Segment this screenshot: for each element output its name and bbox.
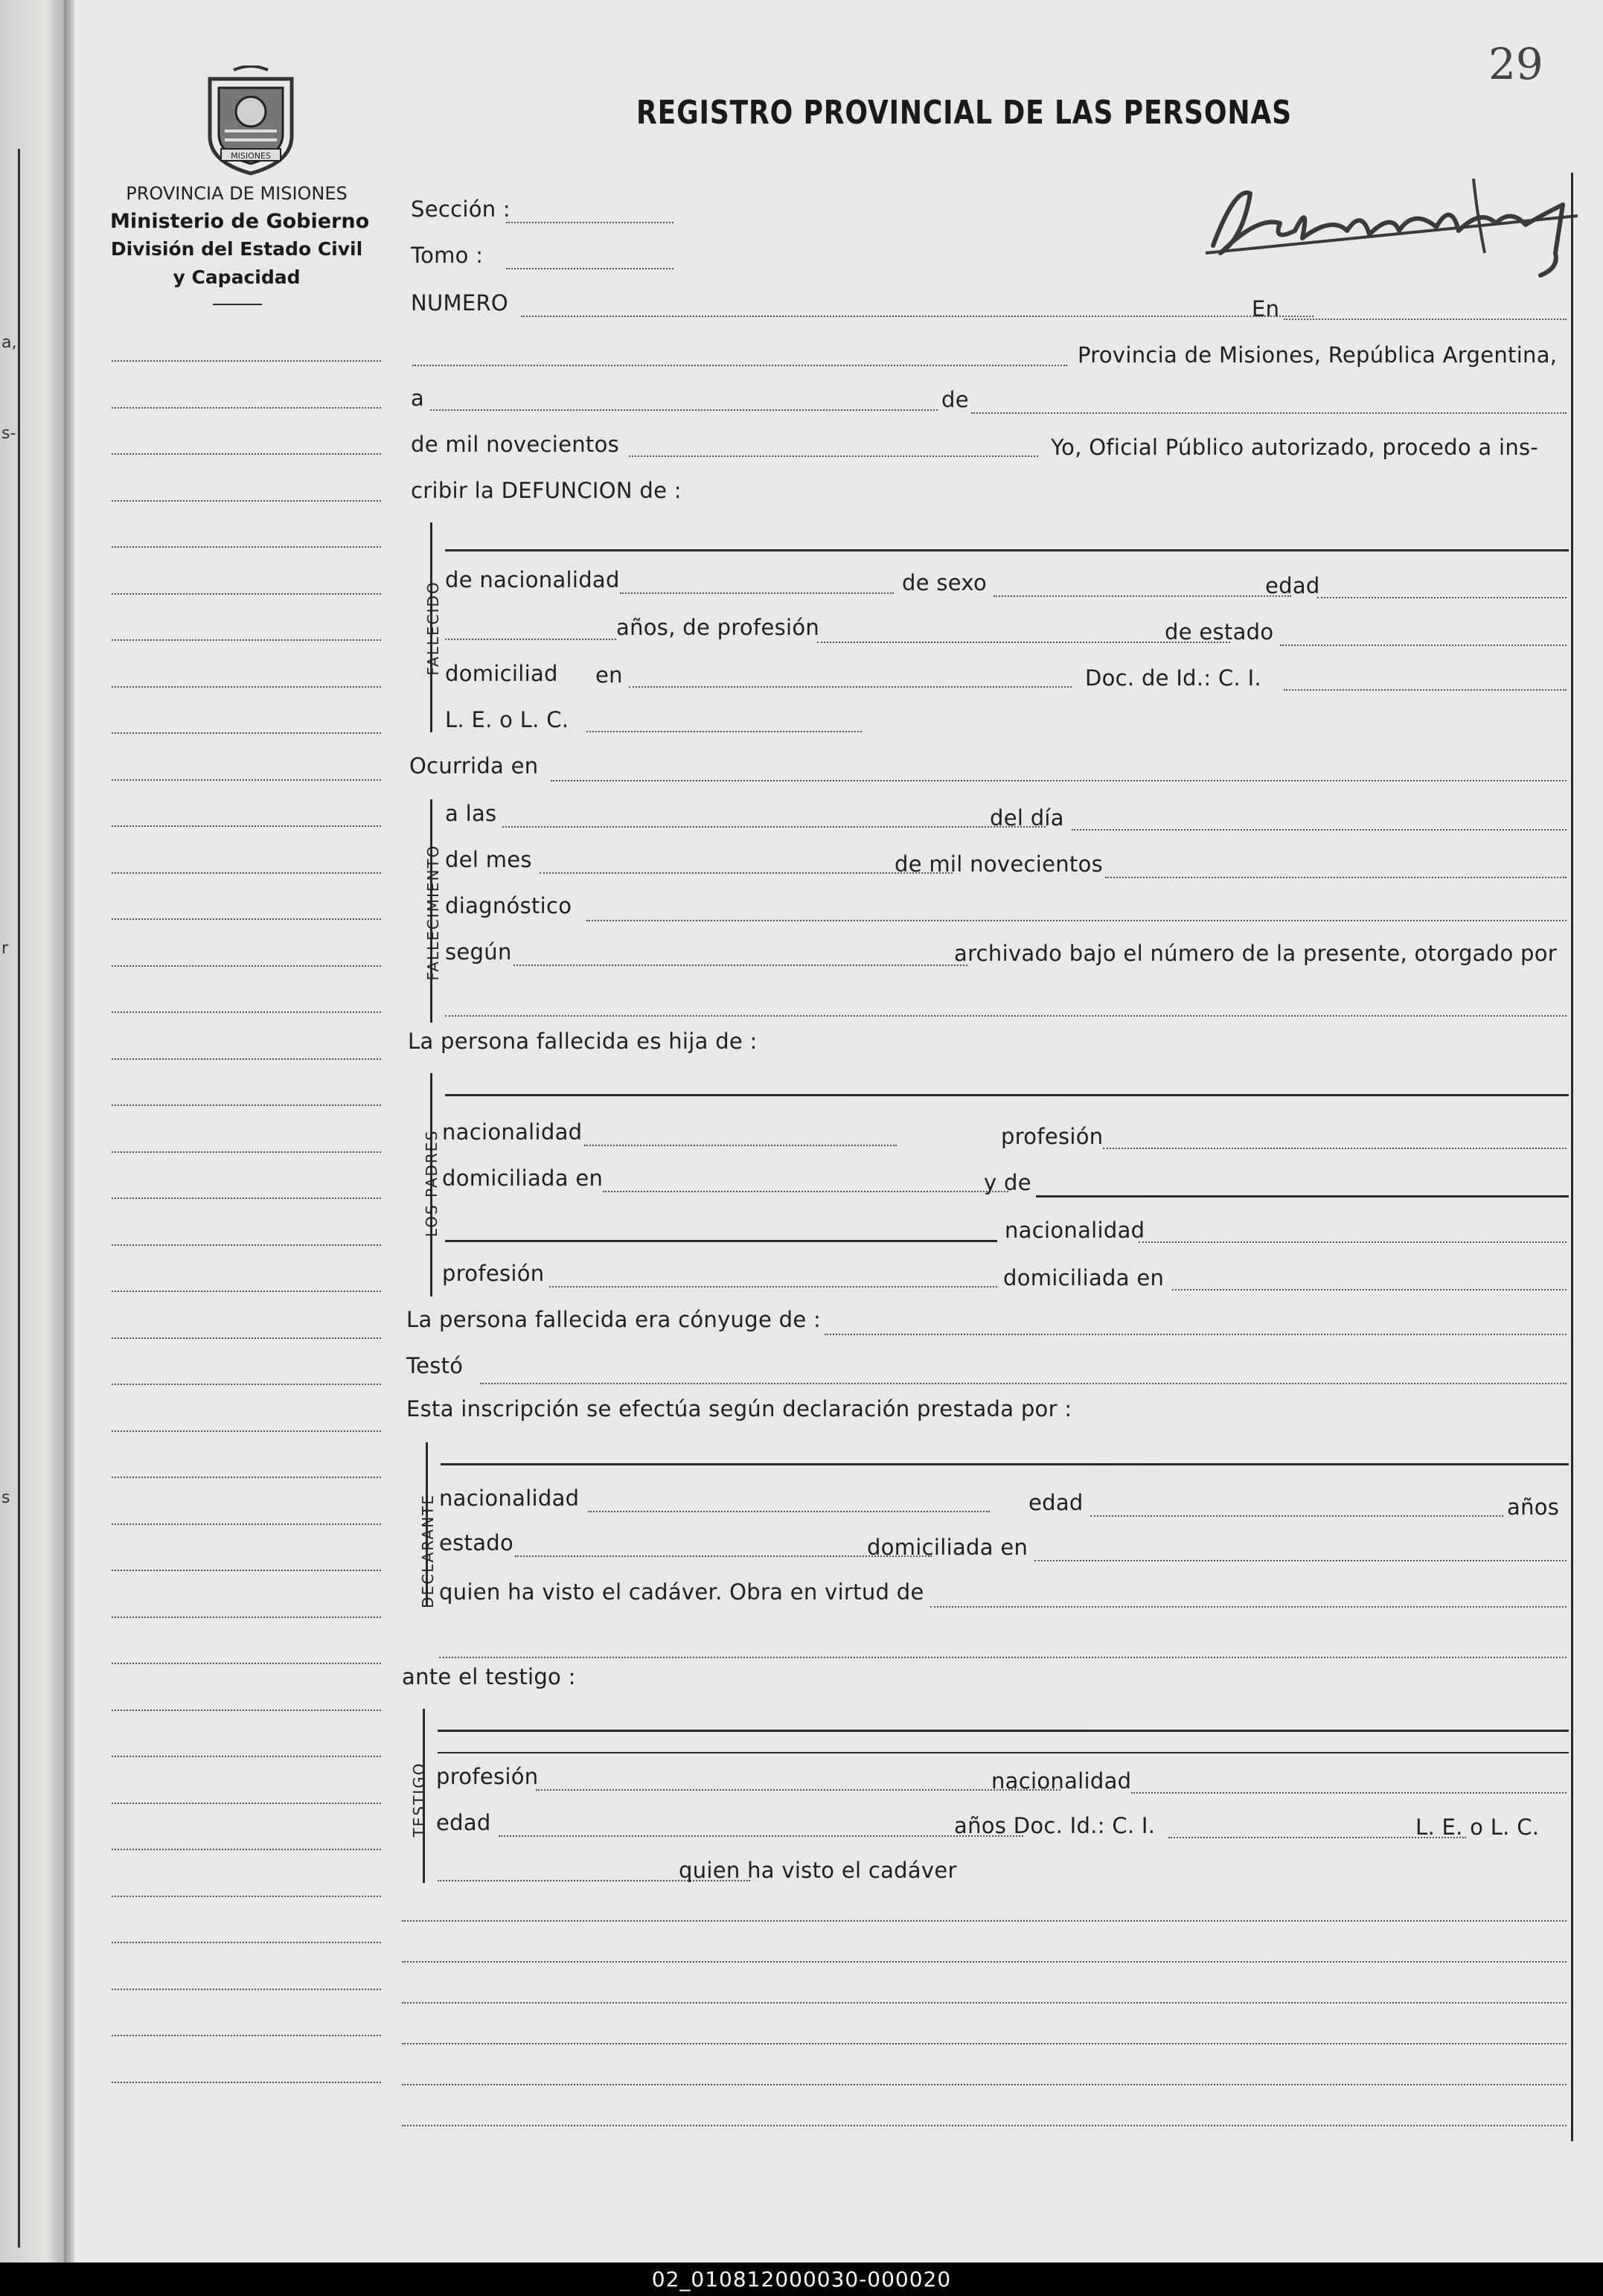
margin-note-line[interactable] <box>112 500 381 502</box>
margin-note-line[interactable] <box>112 1477 381 1478</box>
label-d-anos: años <box>1507 1494 1560 1520</box>
notes-line[interactable] <box>402 2125 1567 2126</box>
label-d-visto: quien ha visto el cadáver. Obra en virtud de <box>439 1579 924 1605</box>
field-le-lc[interactable] <box>586 731 862 732</box>
label-doc-id: Doc. de Id.: C. I. <box>1085 665 1261 691</box>
margin-note-line[interactable] <box>112 1291 381 1292</box>
notes-line[interactable] <box>402 2002 1567 2004</box>
official-signature <box>1191 171 1603 283</box>
label-t-nacionalidad: nacionalidad <box>991 1768 1132 1794</box>
provincial-seal-icon <box>195 65 307 177</box>
field-anio-fallecimiento[interactable] <box>1105 877 1567 878</box>
field-lugar-fallecimiento[interactable] <box>551 780 1567 781</box>
margin-note-line[interactable] <box>112 1151 381 1153</box>
margin-note-line[interactable] <box>112 639 381 641</box>
margin-note-line[interactable] <box>112 1756 381 1757</box>
label-de-sexo: de sexo <box>902 570 988 595</box>
field-sexo[interactable] <box>994 595 1291 597</box>
label-de-mil-novecientos: de mil novecientos <box>895 851 1104 877</box>
margin-note-line[interactable] <box>112 1337 381 1339</box>
margin-note-line[interactable] <box>112 1197 381 1199</box>
field-edad[interactable] <box>1317 597 1567 598</box>
label-del-dia: del día <box>990 805 1064 831</box>
field-segun[interactable] <box>513 965 967 966</box>
margin-note-line[interactable] <box>112 1942 381 1943</box>
label-a: a <box>411 386 425 411</box>
margin-note-line[interactable] <box>112 1663 381 1664</box>
margin-note-line[interactable] <box>112 360 381 362</box>
label-d-domiciliada: domiciliada en <box>867 1535 1028 1560</box>
margin-note-line[interactable] <box>112 825 381 827</box>
previous-page-edge <box>0 0 67 2263</box>
margin-note-line[interactable] <box>112 2035 381 2036</box>
margin-note-line[interactable] <box>112 872 381 874</box>
field-profesion-padre[interactable] <box>1103 1148 1567 1149</box>
field-estado[interactable] <box>1280 645 1567 646</box>
field-conyuge[interactable] <box>825 1334 1567 1335</box>
field-nombre-testigo[interactable] <box>438 1730 1569 1732</box>
margin-note-line[interactable] <box>112 2082 381 2083</box>
label-t-visto: quien ha visto el cadáver <box>679 1858 957 1883</box>
field-de[interactable] <box>971 412 1567 414</box>
label-ocurrida-en: Ocurrida en <box>409 753 539 778</box>
field-otorgado-por[interactable] <box>445 1015 1567 1017</box>
form-page <box>74 0 1603 2263</box>
field-nacionalidad-madre[interactable] <box>1139 1241 1567 1243</box>
field-a[interactable] <box>430 409 938 411</box>
field-domicilio[interactable] <box>629 686 1072 688</box>
previous-page-fragment: s <box>1 1488 10 1507</box>
label-d-edad: edad <box>1028 1490 1084 1515</box>
margin-note-line[interactable] <box>112 1244 381 1246</box>
field-d-virtud-cont[interactable] <box>439 1657 1567 1658</box>
margin-note-line[interactable] <box>112 1384 381 1385</box>
field-tomo[interactable] <box>506 268 673 269</box>
label-anos-profesion: años, de profesión <box>616 615 820 640</box>
label-inscripcion: Esta inscripción se efectúa según declaración prestada por : <box>406 1396 1072 1422</box>
margin-note-line[interactable] <box>112 1710 381 1711</box>
notes-line[interactable] <box>402 2043 1567 2044</box>
label-seccion: Sección : <box>411 196 511 222</box>
label-hija-de: La persona fallecida es hija de : <box>408 1029 758 1054</box>
margin-note-line[interactable] <box>112 1104 381 1106</box>
label-t-profesion: profesión <box>436 1764 539 1789</box>
previous-page-fragment: a, <box>1 333 17 352</box>
label-en-domicilio: en <box>595 662 623 688</box>
org-ministry: Ministerio de Gobierno <box>110 210 370 233</box>
margin-note-line[interactable] <box>112 779 381 781</box>
label-d-nacionalidad: nacionalidad <box>439 1486 580 1511</box>
label-t-le-lc: L. E. o L. C. <box>1415 1814 1540 1840</box>
margin-note-line[interactable] <box>112 732 381 734</box>
notes-line[interactable] <box>402 2084 1567 2085</box>
label-de-estado: de estado <box>1165 619 1274 645</box>
field-nombre-fallecido[interactable] <box>445 549 1569 551</box>
field-domicilio-padre[interactable] <box>603 1191 1008 1192</box>
margin-note-line[interactable] <box>112 1803 381 1804</box>
margin-note-line[interactable] <box>112 918 381 920</box>
label-edad: edad <box>1265 573 1320 598</box>
margin-note-line[interactable] <box>112 546 381 548</box>
margin-note-line[interactable] <box>112 1849 381 1850</box>
label-del-mes: del mes <box>445 847 532 872</box>
field-nombre-madre[interactable] <box>1036 1195 1569 1197</box>
field-ci[interactable] <box>1284 689 1567 691</box>
field-nombre-declarante[interactable] <box>441 1463 1569 1465</box>
margin-note-line[interactable] <box>112 453 381 455</box>
label-domiciliad: domiciliad <box>445 661 558 686</box>
field-nombre-madre-cont[interactable] <box>445 1240 997 1242</box>
label-fallecimiento: FALLECIMIENTO <box>424 844 442 981</box>
label-nacionalidad-madre: nacionalidad <box>1005 1218 1145 1243</box>
field-d-domicilio[interactable] <box>1034 1560 1567 1561</box>
margin-note-line[interactable] <box>112 1430 381 1432</box>
field-seccion[interactable] <box>506 222 673 223</box>
label-en: En <box>1252 296 1280 322</box>
field-numero[interactable] <box>521 316 1314 317</box>
margin-note-line[interactable] <box>112 1570 381 1571</box>
field-domicilio-madre[interactable] <box>1172 1289 1567 1291</box>
label-a-las: a las <box>445 801 497 826</box>
field-d-nacionalidad[interactable] <box>588 1511 990 1512</box>
label-tomo: Tomo : <box>411 243 484 268</box>
label-de-mil: de mil novecientos <box>411 432 620 457</box>
margin-note-line[interactable] <box>112 407 381 409</box>
field-t-profesion[interactable] <box>536 1789 1060 1791</box>
notes-line[interactable] <box>402 1920 1567 1922</box>
previous-page-fragment: r <box>1 939 9 958</box>
label-cribir: cribir la DEFUNCION de : <box>411 478 682 503</box>
label-t-edad: edad <box>436 1810 491 1835</box>
label-provincia: Provincia de Misiones, República Argentina, <box>1078 342 1558 368</box>
field-mes[interactable] <box>540 872 953 874</box>
org-underline <box>213 304 262 305</box>
label-de: de <box>941 387 969 412</box>
label-domiciliada-en-madre: domiciliada en <box>1003 1265 1165 1291</box>
field-testo[interactable] <box>480 1383 1567 1384</box>
margin-note-line[interactable] <box>112 1989 381 1990</box>
book-gutter <box>64 0 74 2263</box>
margin-note-line[interactable] <box>112 593 381 595</box>
label-numero: NUMERO <box>411 290 509 316</box>
field-anio[interactable] <box>629 455 1038 457</box>
label-y-de: y de <box>984 1170 1031 1195</box>
field-nacionalidad-padre[interactable] <box>584 1145 897 1146</box>
field-d-virtud[interactable] <box>930 1606 1567 1608</box>
label-testigo: TESTIGO <box>410 1762 428 1838</box>
document-title: REGISTRO PROVINCIAL DE LAS PERSONAS <box>636 94 1292 132</box>
label-fallecido: FALLECIDO <box>424 581 442 676</box>
margin-note-line[interactable] <box>112 1617 381 1618</box>
margin-note-line[interactable] <box>112 965 381 967</box>
right-margin-rule <box>1571 173 1573 2141</box>
field-nombre-padre[interactable] <box>445 1094 1569 1096</box>
field-profesion-madre[interactable] <box>549 1286 997 1288</box>
label-d-estado: estado <box>439 1530 514 1555</box>
field-nombre-testigo-rule <box>438 1752 1569 1753</box>
label-diagnostico: diagnóstico <box>445 893 572 918</box>
margin-note-line[interactable] <box>112 686 381 688</box>
field-en[interactable] <box>1284 319 1567 320</box>
label-conyuge: La persona fallecida era cónyuge de : <box>406 1307 822 1332</box>
previous-page-rule <box>18 149 20 2248</box>
notes-line[interactable] <box>402 1961 1567 1963</box>
label-archivado: archivado bajo el número de la presente, otorgado por <box>954 941 1557 966</box>
org-province: PROVINCIA DE MISIONES <box>126 183 348 204</box>
label-domiciliada-en-padre: domiciliada en <box>442 1165 604 1191</box>
margin-note-line[interactable] <box>112 1523 381 1525</box>
org-capacity: y Capacidad <box>173 266 301 288</box>
label-los-padres: LOS PADRES <box>423 1129 441 1238</box>
field-edad-anos[interactable] <box>445 639 616 640</box>
label-segun: según <box>445 939 512 965</box>
org-division: División del Estado Civil <box>110 238 363 260</box>
field-dia[interactable] <box>1072 829 1567 831</box>
margin-note-line[interactable] <box>112 1896 381 1897</box>
page-number: 29 <box>1488 39 1543 89</box>
label-de-nacionalidad: de nacionalidad <box>445 567 620 592</box>
field-t-edad[interactable] <box>499 1835 1023 1837</box>
footer-image-id: 02_010812000030-000020 <box>651 2267 952 2292</box>
field-hora[interactable] <box>502 826 1046 828</box>
label-nacionalidad-padre: nacionalidad <box>442 1119 583 1145</box>
label-t-anos-doc: años Doc. Id.: C. I. <box>954 1813 1156 1838</box>
margin-note-line[interactable] <box>112 1058 381 1060</box>
seal-text: MISIONES <box>231 151 271 161</box>
field-localidad[interactable] <box>412 365 1067 366</box>
previous-page-fragment: s- <box>1 424 16 443</box>
margin-note-line[interactable] <box>112 1011 381 1013</box>
field-t-nacionalidad[interactable] <box>1131 1792 1567 1794</box>
label-profesion-padre: profesión <box>1001 1124 1104 1149</box>
label-le-lc: L. E. o L. C. <box>445 707 569 732</box>
field-d-edad[interactable] <box>1090 1515 1503 1517</box>
label-declarante: DECLARANTE <box>419 1494 437 1608</box>
field-diagnostico[interactable] <box>586 920 1567 921</box>
label-ante-testigo: ante el testigo : <box>402 1664 576 1689</box>
field-nacionalidad-fallecido[interactable] <box>620 592 894 594</box>
label-profesion-madre: profesión <box>442 1261 545 1286</box>
label-testo: Testó <box>406 1353 464 1378</box>
label-yo-oficial: Yo, Oficial Público autorizado, procedo a ins- <box>1051 435 1539 460</box>
